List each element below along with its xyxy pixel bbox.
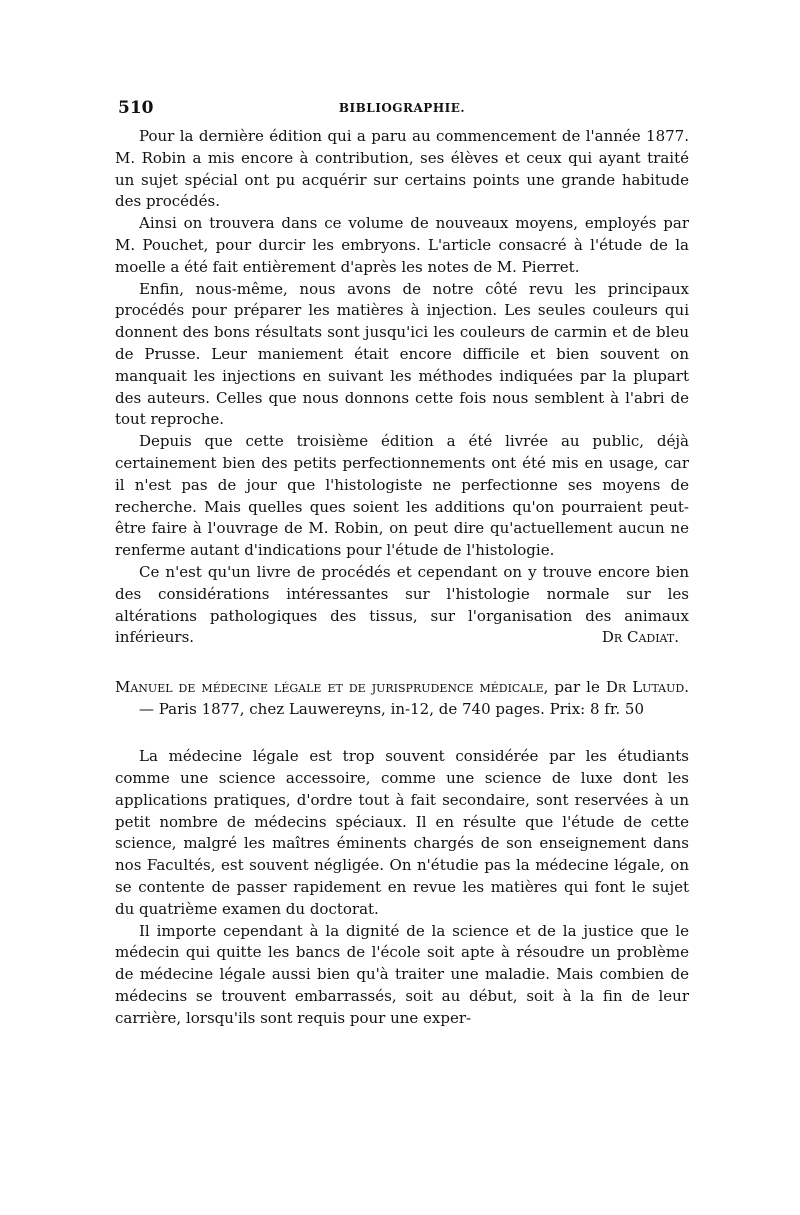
paragraph: Ainsi on trouvera dans ce volume de nouveaux moyens, employés par M. Pouchet, pour durcir les embryons. L'article consacré à l'étude de la moelle a été fait entièrement d'après les notes de M. Pierret. xyxy=(115,214,689,276)
paragraph: Enfin, nous-même, nous avons de notre côté revu les principaux procédés pour préparer les matières à injection. Les seules couleurs qui donnent des bons résultats sont jusqu'ici les couleurs de carmin et de bleu de Prusse. Leur maniement était encore difficile et bien souvent on manquait les injections en suivant les méthodes indiquées par la plupart des auteurs. Celles que nous donnons cette fois nous semblent à l'abri de tout reproche. xyxy=(115,279,689,429)
paragraph: Pour la dernière édition qui a paru au commencement de l'année 1877. M. Robin a mis encore à contribution, ses élèves et ceux qui ayant traité un sujet spécial ont pu acquérir sur certains points une grande habitude des procédés. xyxy=(115,127,689,211)
paragraph: Depuis que cette troisième édition a été livrée au public, déjà certainement bien des petits perfectionnements ont été mis en usage, car il n'est pas de jour que l'histologiste ne perfectionne ses moyens de recherche. Mais quelles ques soient les additions qu'on pourraient peut-être faire à l'ouvrage de M. Robin, on peut dire qu'actuellement aucun ne renferme autant d'indications pour l'étude de l'histologie. xyxy=(115,432,689,560)
review-title xyxy=(115,676,689,720)
page-number: 510 xyxy=(118,98,154,118)
book-title: Manuel de médecine légale et de jurisprudence médicale, xyxy=(115,678,549,697)
paragraph: Il importe cependant à la dignité de la science et de la justice que le médecin qui quitte les bancs de l'école soit apte à résoudre un problème de médecine légale aussi bien qu'à traiter une maladie. Mais combien de médecins se trouvent embarrassés, soit au début, soit à la fin de leur carrière, lorsqu'ils sont requis pour une exper- xyxy=(115,921,689,1027)
paragraph: Ce n'est qu'un livre de procédés et cependant on y trouve encore bien des considérations intéressantes sur l'histologie normale sur les altérations pathologiques des tissus, sur l'organisation des animaux inférieurs. xyxy=(115,562,689,647)
review-robin-section xyxy=(115,126,689,649)
title-preposition: par le xyxy=(548,678,600,697)
review-lutaud-section xyxy=(115,746,689,1029)
paragraph: La médecine légale est trop souvent considérée par les étudiants comme une science accessoire, comme une science de luxe dont les applications pratiques, d'ordre tout à fait secondaire, sont reservées à un petit nombre de médecins spéciaux. Il en résulte que l'étude de cette science, malgré les maîtres éminents chargés de son enseignement dans nos Facultés, est souvent négligée. On n'étudie pas la médecine légale, on se contente de passer rapidement en revue les matières qui font le sujet du quatrième examen du doctorat. xyxy=(115,747,689,918)
page-header xyxy=(115,98,689,126)
book-page xyxy=(115,98,689,1029)
running-head: BIBLIOGRAPHIE. xyxy=(338,101,466,115)
reviewer-signature: Dr Cadiat. xyxy=(601,628,679,647)
book-author: Dr Lutaud. xyxy=(605,678,689,697)
publication-details: — Paris 1877, chez Lauwereyns, in-12, de 740 pages. Prix: 8 fr. 50 xyxy=(139,700,644,719)
